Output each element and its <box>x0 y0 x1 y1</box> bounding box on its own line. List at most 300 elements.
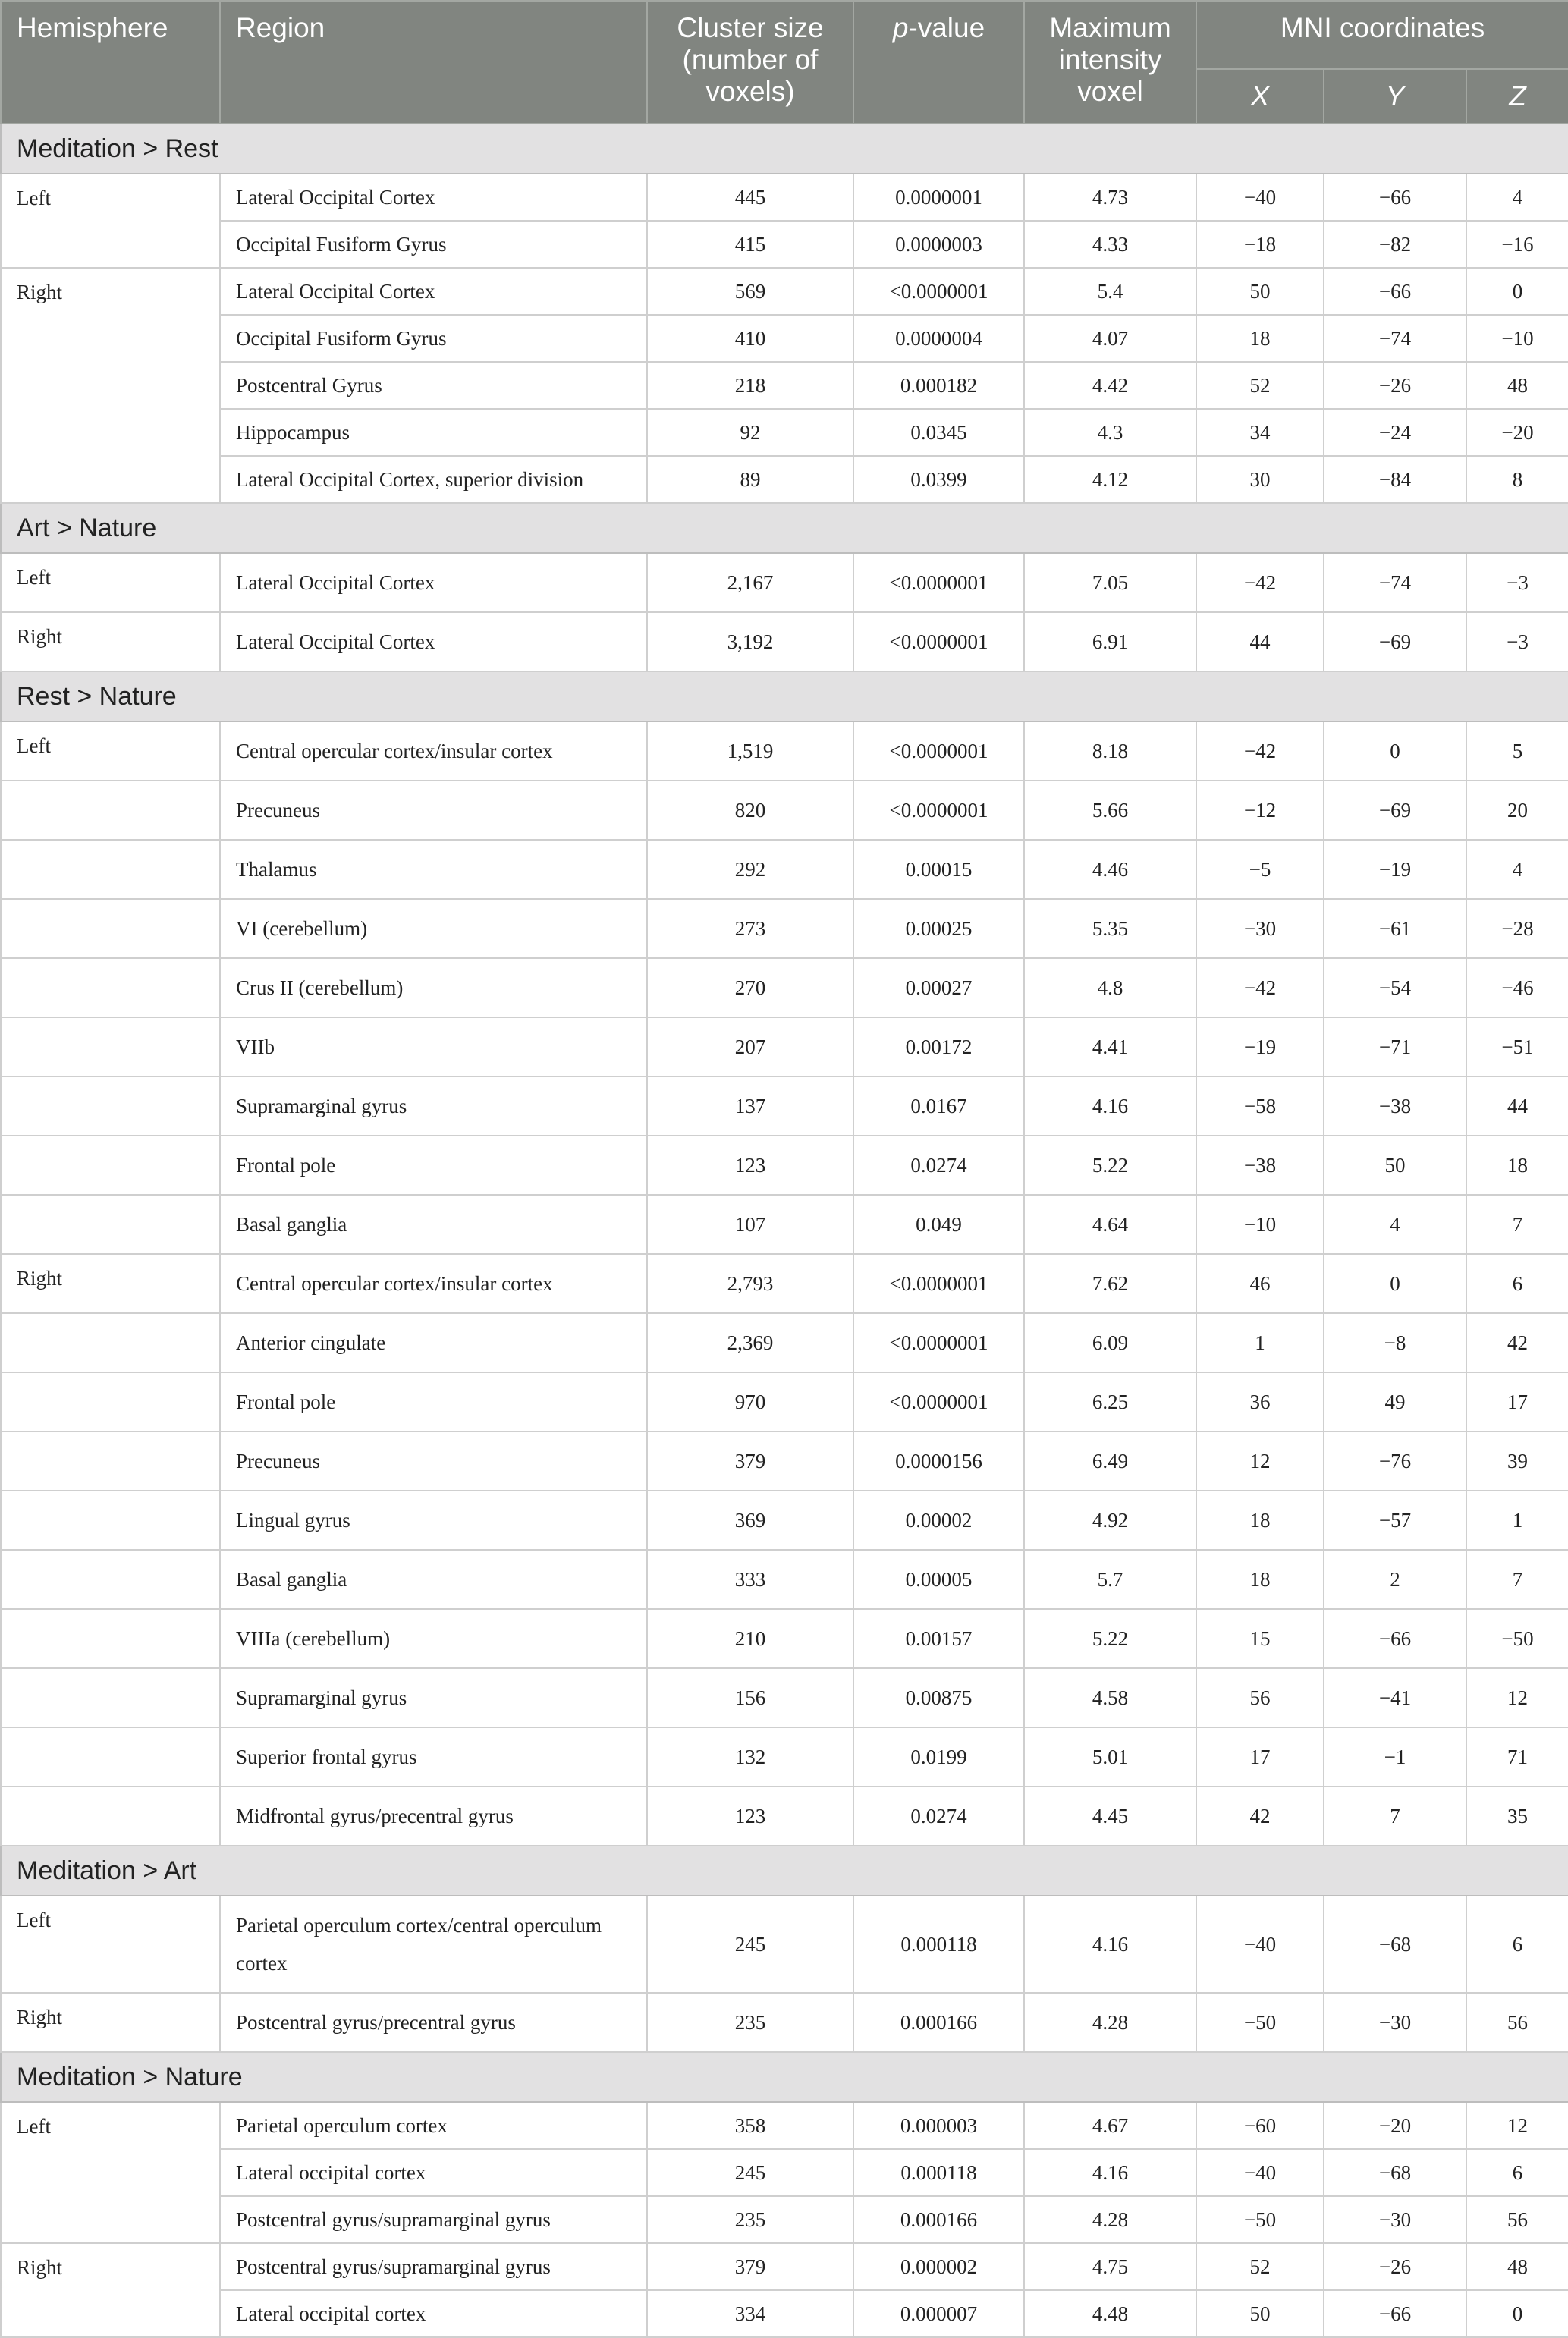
cell-max-intensity: 4.67 <box>1024 2102 1196 2149</box>
cell-p-value: <0.0000001 <box>853 1372 1024 1431</box>
cell-y: −66 <box>1324 1609 1466 1668</box>
group-row <box>1 1846 1568 1896</box>
cell-hemisphere: Right <box>1 1993 220 2052</box>
cell-max-intensity: 4.48 <box>1024 2290 1196 2337</box>
cell-max-intensity: 5.22 <box>1024 1609 1196 1668</box>
group-row <box>1 124 1568 174</box>
group-row <box>1 671 1568 721</box>
cell-z: 20 <box>1466 781 1568 840</box>
group-row <box>1 2052 1568 2102</box>
cell-y: −76 <box>1324 1431 1466 1491</box>
cell-region: Supramarginal gyrus <box>220 1668 647 1727</box>
cell-x: −50 <box>1196 1993 1324 2052</box>
cell-max-intensity: 5.66 <box>1024 781 1196 840</box>
table-row <box>1 409 1568 456</box>
cell-region: Precuneus <box>220 1431 647 1491</box>
cell-cluster-size: 334 <box>647 2290 853 2337</box>
header-p-suffix: -value <box>908 12 985 43</box>
cell-region: Lateral occipital cortex <box>220 2149 647 2196</box>
cell-y: −57 <box>1324 1491 1466 1550</box>
cell-max-intensity: 5.4 <box>1024 268 1196 315</box>
cell-max-intensity: 4.16 <box>1024 1076 1196 1136</box>
cell-z: 17 <box>1466 1372 1568 1431</box>
cell-x: −5 <box>1196 840 1324 899</box>
cell-max-intensity: 4.41 <box>1024 1017 1196 1076</box>
cell-p-value: 0.000002 <box>853 2243 1024 2290</box>
cell-region: Central opercular cortex/insular cortex <box>220 721 647 781</box>
cell-max-intensity: 4.16 <box>1024 2149 1196 2196</box>
cell-region: Central opercular cortex/insular cortex <box>220 1254 647 1313</box>
cell-y: −82 <box>1324 221 1466 268</box>
cell-y: −54 <box>1324 958 1466 1017</box>
cell-y: −19 <box>1324 840 1466 899</box>
cell-z: 56 <box>1466 1993 1568 2052</box>
cell-hemisphere <box>1 1550 220 1609</box>
cell-z: 5 <box>1466 721 1568 781</box>
cell-max-intensity: 5.35 <box>1024 899 1196 958</box>
cell-cluster-size: 1,519 <box>647 721 853 781</box>
cell-cluster-size: 3,192 <box>647 612 853 671</box>
cell-x: 36 <box>1196 1372 1324 1431</box>
cell-x: −40 <box>1196 1896 1324 1993</box>
cell-max-intensity: 4.64 <box>1024 1195 1196 1254</box>
cell-hemisphere <box>1 1313 220 1372</box>
cell-max-intensity: 6.09 <box>1024 1313 1196 1372</box>
cell-region: Postcentral Gyrus <box>220 362 647 409</box>
cell-p-value: 0.0199 <box>853 1727 1024 1786</box>
cell-p-value: 0.0167 <box>853 1076 1024 1136</box>
cell-cluster-size: 820 <box>647 781 853 840</box>
group-title: Meditation > Nature <box>1 2052 1568 2102</box>
header-p-value <box>853 1 1024 124</box>
cell-cluster-size: 235 <box>647 1993 853 2052</box>
cell-y: 50 <box>1324 1136 1466 1195</box>
table-row <box>1 1254 1568 1313</box>
cell-y: −26 <box>1324 2243 1466 2290</box>
cell-x: −12 <box>1196 781 1324 840</box>
table-row <box>1 1896 1568 1993</box>
cell-z: 7 <box>1466 1195 1568 1254</box>
cell-hemisphere <box>1 1195 220 1254</box>
cell-hemisphere <box>1 840 220 899</box>
cell-hemisphere: Left <box>1 1896 220 1993</box>
cell-cluster-size: 245 <box>647 1896 853 1993</box>
header-cluster-size: Cluster size (number of voxels) <box>647 1 853 124</box>
cell-max-intensity: 4.73 <box>1024 174 1196 221</box>
table-row <box>1 2196 1568 2243</box>
cell-hemisphere <box>1 1076 220 1136</box>
cell-region: Thalamus <box>220 840 647 899</box>
cell-hemisphere: Left <box>1 2102 220 2243</box>
cell-cluster-size: 245 <box>647 2149 853 2196</box>
cell-hemisphere <box>1 1668 220 1727</box>
cell-y: −30 <box>1324 2196 1466 2243</box>
cell-x: −42 <box>1196 721 1324 781</box>
cell-max-intensity: 6.49 <box>1024 1431 1196 1491</box>
table-row <box>1 612 1568 671</box>
cell-cluster-size: 89 <box>647 456 853 503</box>
cell-max-intensity: 4.58 <box>1024 1668 1196 1727</box>
cell-cluster-size: 273 <box>647 899 853 958</box>
cell-hemisphere: Right <box>1 1254 220 1313</box>
cell-z: 56 <box>1466 2196 1568 2243</box>
cell-p-value: 0.000182 <box>853 362 1024 409</box>
cell-cluster-size: 270 <box>647 958 853 1017</box>
table-row <box>1 1993 1568 2052</box>
header-z: Z <box>1466 69 1568 124</box>
cell-x: −50 <box>1196 2196 1324 2243</box>
cell-x: 50 <box>1196 268 1324 315</box>
cell-p-value: 0.00875 <box>853 1668 1024 1727</box>
cell-z: 6 <box>1466 1254 1568 1313</box>
table-row <box>1 362 1568 409</box>
cell-hemisphere <box>1 899 220 958</box>
cell-p-value: 0.00027 <box>853 958 1024 1017</box>
table-row <box>1 1076 1568 1136</box>
cell-cluster-size: 569 <box>647 268 853 315</box>
cell-hemisphere <box>1 1136 220 1195</box>
header-p-letter: p <box>892 12 909 43</box>
cell-y: −66 <box>1324 174 1466 221</box>
cell-y: 0 <box>1324 721 1466 781</box>
cell-p-value: 0.00172 <box>853 1017 1024 1076</box>
cell-z: 12 <box>1466 2102 1568 2149</box>
table-row <box>1 456 1568 503</box>
table-row <box>1 1786 1568 1846</box>
cell-region: Basal ganglia <box>220 1195 647 1254</box>
cell-x: 15 <box>1196 1609 1324 1668</box>
header-region: Region <box>220 1 647 124</box>
cell-x: −60 <box>1196 2102 1324 2149</box>
cell-region: Frontal pole <box>220 1372 647 1431</box>
cell-hemisphere: Right <box>1 268 220 503</box>
cell-z: 6 <box>1466 2149 1568 2196</box>
cell-x: −10 <box>1196 1195 1324 1254</box>
cell-y: −68 <box>1324 2149 1466 2196</box>
cell-cluster-size: 379 <box>647 2243 853 2290</box>
cell-hemisphere: Left <box>1 174 220 268</box>
cell-x: −19 <box>1196 1017 1324 1076</box>
table-row <box>1 1668 1568 1727</box>
cell-max-intensity: 4.45 <box>1024 1786 1196 1846</box>
header-x: X <box>1196 69 1324 124</box>
cell-y: −69 <box>1324 781 1466 840</box>
table-row <box>1 2149 1568 2196</box>
cell-z: 71 <box>1466 1727 1568 1786</box>
cell-p-value: <0.0000001 <box>853 1313 1024 1372</box>
cell-cluster-size: 2,167 <box>647 553 853 612</box>
cell-x: −38 <box>1196 1136 1324 1195</box>
cell-z: 18 <box>1466 1136 1568 1195</box>
cell-p-value: <0.0000001 <box>853 268 1024 315</box>
cell-y: −74 <box>1324 553 1466 612</box>
cell-region: VIIb <box>220 1017 647 1076</box>
cell-region: Parietal operculum cortex/central operculum cortex <box>220 1896 647 1993</box>
cell-hemisphere <box>1 1786 220 1846</box>
table-row <box>1 1017 1568 1076</box>
cell-region: Lingual gyrus <box>220 1491 647 1550</box>
cell-cluster-size: 137 <box>647 1076 853 1136</box>
cell-y: 4 <box>1324 1195 1466 1254</box>
cell-z: −3 <box>1466 612 1568 671</box>
cell-cluster-size: 132 <box>647 1727 853 1786</box>
cell-p-value: 0.0000156 <box>853 1431 1024 1491</box>
cell-cluster-size: 107 <box>647 1195 853 1254</box>
cell-region: Lateral occipital cortex <box>220 2290 647 2337</box>
table-body <box>1 124 1568 2337</box>
cell-p-value: <0.0000001 <box>853 1254 1024 1313</box>
cell-y: −30 <box>1324 1993 1466 2052</box>
cell-max-intensity: 5.01 <box>1024 1727 1196 1786</box>
cell-region: Precuneus <box>220 781 647 840</box>
cell-max-intensity: 4.42 <box>1024 362 1196 409</box>
cell-x: 17 <box>1196 1727 1324 1786</box>
cell-y: −74 <box>1324 315 1466 362</box>
cell-region: Lateral Occipital Cortex <box>220 268 647 315</box>
group-title: Rest > Nature <box>1 671 1568 721</box>
table-row <box>1 2290 1568 2337</box>
cell-region: Superior frontal gyrus <box>220 1727 647 1786</box>
cell-x: 46 <box>1196 1254 1324 1313</box>
table-row <box>1 174 1568 221</box>
cell-z: −16 <box>1466 221 1568 268</box>
cell-region: Crus II (cerebellum) <box>220 958 647 1017</box>
cell-p-value: 0.000007 <box>853 2290 1024 2337</box>
cell-z: 4 <box>1466 840 1568 899</box>
cell-region: Occipital Fusiform Gyrus <box>220 315 647 362</box>
cell-y: 0 <box>1324 1254 1466 1313</box>
cell-z: 6 <box>1466 1896 1568 1993</box>
cell-p-value: 0.0000003 <box>853 221 1024 268</box>
group-row <box>1 503 1568 553</box>
cell-region: Anterior cingulate <box>220 1313 647 1372</box>
cell-x: −42 <box>1196 958 1324 1017</box>
cell-x: 18 <box>1196 1491 1324 1550</box>
cell-region: Postcentral gyrus/supramarginal gyrus <box>220 2243 647 2290</box>
cell-y: −1 <box>1324 1727 1466 1786</box>
table-row <box>1 1313 1568 1372</box>
cell-region: VIIIa (cerebellum) <box>220 1609 647 1668</box>
cell-cluster-size: 218 <box>647 362 853 409</box>
cell-region: Frontal pole <box>220 1136 647 1195</box>
cell-x: 34 <box>1196 409 1324 456</box>
table-row <box>1 721 1568 781</box>
cell-max-intensity: 4.8 <box>1024 958 1196 1017</box>
table-row <box>1 958 1568 1017</box>
header-hemisphere: Hemisphere <box>1 1 220 124</box>
cell-y: −68 <box>1324 1896 1466 1993</box>
cell-z: 4 <box>1466 174 1568 221</box>
cell-max-intensity: 6.91 <box>1024 612 1196 671</box>
cell-region: Lateral Occipital Cortex, superior division <box>220 456 647 503</box>
cell-p-value: 0.000166 <box>853 1993 1024 2052</box>
table-row <box>1 1727 1568 1786</box>
cell-x: −40 <box>1196 174 1324 221</box>
cell-y: 7 <box>1324 1786 1466 1846</box>
cell-cluster-size: 369 <box>647 1491 853 1550</box>
cell-region: Basal ganglia <box>220 1550 647 1609</box>
cell-p-value: <0.0000001 <box>853 553 1024 612</box>
table-header <box>1 1 1568 124</box>
cell-cluster-size: 123 <box>647 1136 853 1195</box>
table-row <box>1 1136 1568 1195</box>
cell-z: −50 <box>1466 1609 1568 1668</box>
cell-max-intensity: 4.28 <box>1024 2196 1196 2243</box>
cell-z: 0 <box>1466 2290 1568 2337</box>
cell-p-value: 0.000003 <box>853 2102 1024 2149</box>
cell-hemisphere: Left <box>1 553 220 612</box>
cell-x: −30 <box>1196 899 1324 958</box>
cell-hemisphere <box>1 1431 220 1491</box>
cell-p-value: <0.0000001 <box>853 612 1024 671</box>
cell-x: 52 <box>1196 362 1324 409</box>
cell-max-intensity: 4.16 <box>1024 1896 1196 1993</box>
cell-p-value: <0.0000001 <box>853 781 1024 840</box>
cell-z: −46 <box>1466 958 1568 1017</box>
cell-z: 48 <box>1466 362 1568 409</box>
table-row <box>1 899 1568 958</box>
group-title: Meditation > Rest <box>1 124 1568 174</box>
group-title: Meditation > Art <box>1 1846 1568 1896</box>
cell-y: −66 <box>1324 268 1466 315</box>
cell-max-intensity: 4.33 <box>1024 221 1196 268</box>
cell-x: 18 <box>1196 315 1324 362</box>
table-row <box>1 1431 1568 1491</box>
cell-p-value: 0.00005 <box>853 1550 1024 1609</box>
table-row <box>1 1609 1568 1668</box>
cell-x: 30 <box>1196 456 1324 503</box>
table-row <box>1 1550 1568 1609</box>
cell-region: VI (cerebellum) <box>220 899 647 958</box>
cell-hemisphere: Right <box>1 612 220 671</box>
cell-z: 42 <box>1466 1313 1568 1372</box>
cell-y: 2 <box>1324 1550 1466 1609</box>
cell-cluster-size: 379 <box>647 1431 853 1491</box>
cell-p-value: 0.00002 <box>853 1491 1024 1550</box>
cell-y: −24 <box>1324 409 1466 456</box>
cell-y: −71 <box>1324 1017 1466 1076</box>
table-row <box>1 1491 1568 1550</box>
cell-cluster-size: 410 <box>647 315 853 362</box>
cell-x: 52 <box>1196 2243 1324 2290</box>
cell-max-intensity: 6.25 <box>1024 1372 1196 1431</box>
cell-z: 44 <box>1466 1076 1568 1136</box>
cell-max-intensity: 4.07 <box>1024 315 1196 362</box>
cell-cluster-size: 2,793 <box>647 1254 853 1313</box>
cell-hemisphere <box>1 958 220 1017</box>
cell-cluster-size: 156 <box>647 1668 853 1727</box>
cell-x: 18 <box>1196 1550 1324 1609</box>
cell-z: 7 <box>1466 1550 1568 1609</box>
cell-p-value: 0.0345 <box>853 409 1024 456</box>
cell-x: 12 <box>1196 1431 1324 1491</box>
cell-x: 42 <box>1196 1786 1324 1846</box>
cell-z: 35 <box>1466 1786 1568 1846</box>
cell-y: −69 <box>1324 612 1466 671</box>
table-row <box>1 1372 1568 1431</box>
cell-z: 8 <box>1466 456 1568 503</box>
cell-max-intensity: 8.18 <box>1024 721 1196 781</box>
table-row <box>1 315 1568 362</box>
cell-p-value: 0.0274 <box>853 1136 1024 1195</box>
cell-region: Hippocampus <box>220 409 647 456</box>
cell-cluster-size: 210 <box>647 1609 853 1668</box>
cell-x: 50 <box>1196 2290 1324 2337</box>
cell-p-value: 0.000166 <box>853 2196 1024 2243</box>
table-row <box>1 1195 1568 1254</box>
header-max-intensity: Maximum intensity voxel <box>1024 1 1196 124</box>
cell-x: −40 <box>1196 2149 1324 2196</box>
cell-x: −58 <box>1196 1076 1324 1136</box>
cell-max-intensity: 4.12 <box>1024 456 1196 503</box>
group-title: Art > Nature <box>1 503 1568 553</box>
cell-cluster-size: 415 <box>647 221 853 268</box>
cell-hemisphere <box>1 1727 220 1786</box>
table-row <box>1 553 1568 612</box>
cell-region: Postcentral gyrus/supramarginal gyrus <box>220 2196 647 2243</box>
cell-cluster-size: 123 <box>647 1786 853 1846</box>
cell-cluster-size: 358 <box>647 2102 853 2149</box>
cell-y: −66 <box>1324 2290 1466 2337</box>
cell-hemisphere <box>1 781 220 840</box>
cell-max-intensity: 7.05 <box>1024 553 1196 612</box>
table-row <box>1 781 1568 840</box>
cell-p-value: 0.00025 <box>853 899 1024 958</box>
cell-z: 39 <box>1466 1431 1568 1491</box>
cell-y: −84 <box>1324 456 1466 503</box>
cell-p-value: 0.049 <box>853 1195 1024 1254</box>
cell-y: −41 <box>1324 1668 1466 1727</box>
cell-cluster-size: 333 <box>647 1550 853 1609</box>
cell-p-value: 0.000118 <box>853 2149 1024 2196</box>
cell-region: Lateral Occipital Cortex <box>220 553 647 612</box>
cell-y: −26 <box>1324 362 1466 409</box>
cell-hemisphere <box>1 1372 220 1431</box>
cell-x: −18 <box>1196 221 1324 268</box>
cell-y: −38 <box>1324 1076 1466 1136</box>
cell-hemisphere <box>1 1017 220 1076</box>
cell-max-intensity: 7.62 <box>1024 1254 1196 1313</box>
cell-p-value: <0.0000001 <box>853 721 1024 781</box>
cell-z: 12 <box>1466 1668 1568 1727</box>
header-y: Y <box>1324 69 1466 124</box>
header-mni: MNI coordinates <box>1196 1 1568 69</box>
cell-z: −3 <box>1466 553 1568 612</box>
cell-p-value: 0.0000001 <box>853 174 1024 221</box>
table-row <box>1 221 1568 268</box>
cell-z: 0 <box>1466 268 1568 315</box>
cell-region: Postcentral gyrus/precentral gyrus <box>220 1993 647 2052</box>
table-row <box>1 2102 1568 2149</box>
cell-region: Lateral Occipital Cortex <box>220 174 647 221</box>
cell-p-value: 0.0399 <box>853 456 1024 503</box>
cell-p-value: 0.00157 <box>853 1609 1024 1668</box>
cell-hemisphere <box>1 1491 220 1550</box>
cell-hemisphere: Right <box>1 2243 220 2337</box>
cell-z: 1 <box>1466 1491 1568 1550</box>
cell-x: 1 <box>1196 1313 1324 1372</box>
cell-x: −42 <box>1196 553 1324 612</box>
cell-z: 48 <box>1466 2243 1568 2290</box>
cell-y: 49 <box>1324 1372 1466 1431</box>
cell-max-intensity: 4.3 <box>1024 409 1196 456</box>
cell-region: Supramarginal gyrus <box>220 1076 647 1136</box>
cell-region: Occipital Fusiform Gyrus <box>220 221 647 268</box>
cell-z: −51 <box>1466 1017 1568 1076</box>
table-row <box>1 268 1568 315</box>
table-row <box>1 840 1568 899</box>
cell-cluster-size: 207 <box>647 1017 853 1076</box>
